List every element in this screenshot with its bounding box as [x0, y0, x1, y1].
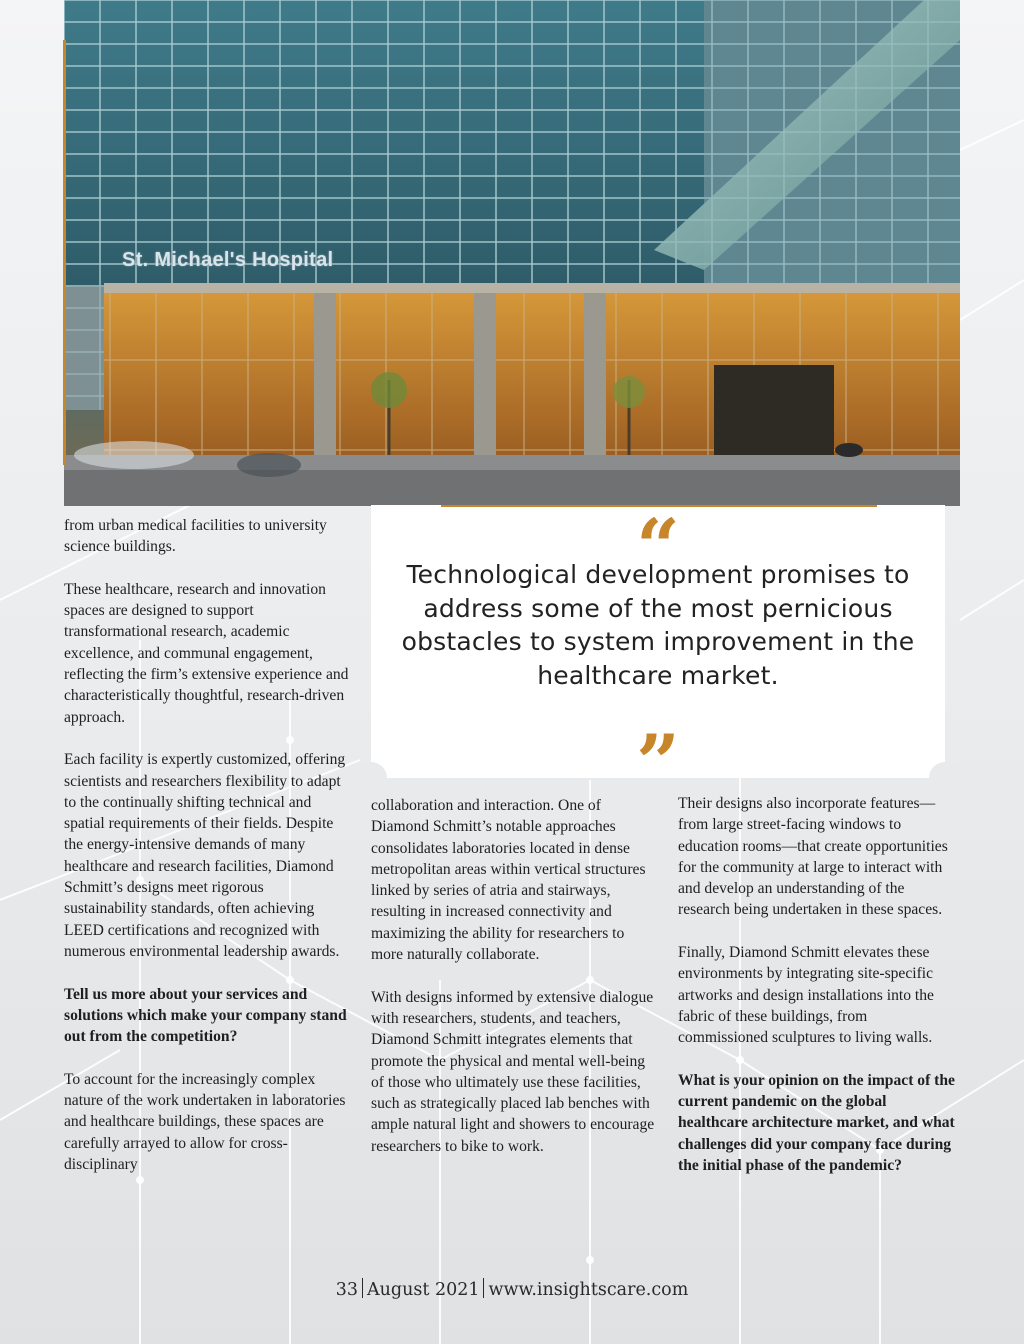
pull-quote-text: Technological development promises to address some of the most pernicious obstacles to system improvement in the healthcare market.	[401, 560, 915, 690]
footer-divider	[483, 1278, 484, 1298]
pull-quote-rule	[441, 505, 877, 507]
paragraph: Each facility is expertly customized, offering scientists and researchers flexibility to adapt to the continually shifting technical and spatial requirements of their fields. Despite the energy-intensive demands of many healthcare and research facilities, Diamond Schmitt’s designs meet rigorous sustainability standards, often achieving LEED certifications and recognized with numerous environmental leadership awards.	[64, 751, 346, 960]
hospital-building-photo	[64, 0, 960, 506]
paragraph: With designs informed by extensive dialogue with researchers, students, and teachers, Diamond Schmitt integrates elements that promote the physical and mental well-being of those who ultimately use these facilities, such as strategically placed lab benches with ample natural light and showers to encourage researchers to bike to work.	[371, 988, 655, 1155]
paragraph: Their designs also incorporate features—from large street-facing windows to education rooms—that create opportunities for the community at large to interact with and develop an understanding of the research being undertaken in these spaces.	[678, 795, 948, 919]
open-quote-icon	[371, 517, 945, 561]
photo-accent-bar	[63, 40, 66, 465]
article-column-3	[678, 793, 960, 1198]
article-column-2	[371, 795, 656, 1178]
pull-quote-corner	[929, 762, 961, 794]
paragraph: from urban medical facilities to university science buildings.	[64, 517, 327, 556]
paragraph: These healthcare, research and innovation spaces are designed to support transformational research, academic excellence, and communal engagement, reflecting the firm’s extensive experience and characteristically thoughtful, research-driven approach.	[64, 580, 349, 726]
paragraph: Finally, Diamond Schmitt elevates these environments by integrating site-specific artworks and design installations into the fabric of these buildings, from commissioned sculptures to living walls.	[678, 944, 934, 1047]
pull-quote-corner	[355, 762, 387, 794]
close-quote-icon	[371, 733, 945, 777]
interview-question: Tell us more about your services and solutions which make your company stand out from the competition?	[64, 985, 347, 1046]
page-number: 33	[335, 1280, 358, 1300]
page-footer	[0, 1278, 1024, 1300]
article-column-1	[64, 515, 349, 1197]
issue-date: August 2021	[366, 1280, 480, 1300]
pull-quote	[371, 505, 945, 778]
paragraph: collaboration and interaction. One of Diamond Schmitt’s notable approaches consolidates laboratories located in dense metropolitan areas within vertical structures linked by series of atria and stairways, resulting in increased connectivity and maximizing the ability for researchers to more naturally collaborate.	[371, 797, 646, 964]
interview-question: What is your opinion on the impact of the current pandemic on the global healthcare architecture market, and what challenges did your company face during the initial phase of the pandemic?	[678, 1071, 955, 1175]
hospital-sign-text: St. Michael's Hospital	[122, 249, 334, 271]
footer-divider	[362, 1278, 363, 1298]
website-link[interactable]: www.insightscare.com	[488, 1280, 689, 1300]
paragraph: To account for the increasingly complex nature of the work undertaken in laboratories and healthcare buildings, these spaces are carefully arrayed to allow for cross-disciplinary	[64, 1070, 346, 1173]
